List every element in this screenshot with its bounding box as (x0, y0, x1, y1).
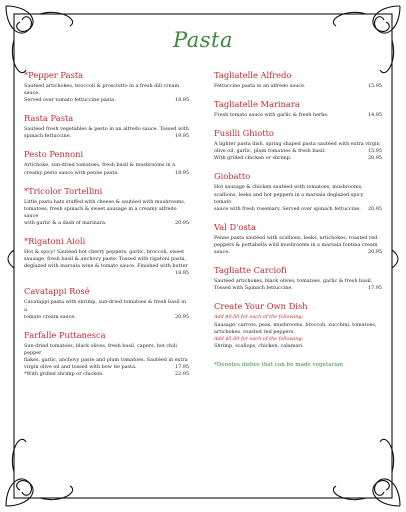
dish-description: Sun-dried tomatoes, black olives, fresh basil, capers, hot chili pepper flakes, garlic, anchovy paste and plum tomatoes. Sautéed in extra virgin olive oil and tossed with bow tie pasta. 17.95 *With grilled shrimp or chicken. 22.95 (24, 342, 189, 378)
dish-price: 18.95 (174, 97, 189, 104)
dish-name: Giobatto (214, 171, 251, 182)
menu-item (24, 286, 189, 320)
dish-price: 20.95 (367, 249, 382, 256)
menu-item (24, 236, 189, 277)
dish-price: 15.95 (367, 148, 382, 155)
dish-description: Sautéed fresh vegetables & pesto in an alfredo sauce. Tossed with spinach fettuccine. 19.95 (24, 126, 189, 140)
menu-item (24, 186, 189, 227)
menu-item (24, 330, 189, 378)
menu-item (214, 99, 382, 119)
dish-name: Rasta Pasta (24, 113, 74, 124)
addon-list: Shrimp, scallops, chicken, calamari. (214, 342, 304, 349)
dish-description: Sautéed artichokes, black olives, tomatoes, garlic & fresh basil. Tossed with Spinach fettuccine. 17.95 (214, 278, 382, 292)
dish-description: Cavatappi pasta with shrimp, sun-dried tomatoes & fresh basil in a tomato cream sauce. 20.95 (24, 299, 189, 320)
dish-description: Artichoke, sun-dried tomatoes, fresh basil & mushrooms in a creamy pesto sauce with penne pasta. 18.95 (24, 162, 189, 176)
dish-price: 14.95 (367, 112, 382, 119)
dish-name: Pesto Pennoni (24, 149, 84, 160)
create-your-own-section (214, 301, 382, 350)
addon-pricing-note: Add $0.50 for each of the following: (214, 314, 304, 321)
dish-name: Tagliatelle Alfredo (214, 70, 292, 80)
right-column (214, 70, 382, 368)
dish-price: 20.95 (367, 205, 382, 212)
addon-pricing-note: Add $5.00 for each of the following: (214, 335, 304, 342)
dish-name: Fusilli Ghiotto (214, 128, 274, 139)
menu-item (214, 171, 382, 212)
dish-description: Hot sausage & chicken sautéed with tomatoes, mushrooms, scallions, leeks and hot peppers in a marsala deglazed spicy tomato sauce with fresh rosemary. Served over spinach fettuccine. 20.95 (214, 184, 382, 212)
vegetarian-note: *Denotes dishes that can be made vegetarian (214, 362, 343, 368)
page-title: Pasta (173, 28, 233, 52)
dish-description: Penne pasta sautéed with scallions, leeks, artichokes, roasted red peppers & portabella wild mushrooms in a marsala fontina cream sauce. 20.95 (214, 234, 382, 256)
section-heading: Create Your Own Dish (214, 301, 308, 312)
menu-item (214, 128, 382, 162)
dish-addon-price: 22.95 (174, 371, 189, 378)
dish-price: 17.95 (367, 285, 382, 292)
dish-price: 19.95 (174, 133, 189, 140)
menu-item (214, 222, 382, 256)
menu-item (24, 113, 189, 140)
dish-name: Cavatappi Rosé (24, 286, 90, 297)
dish-name: *Pepper Pasta (24, 70, 84, 80)
dish-description: Fresh tomato sauce with garlic & fresh herbs. 14.95 (214, 112, 382, 119)
dish-price: 15.95 (367, 83, 382, 89)
dish-name: *Rigatoni Aioli (24, 236, 86, 247)
menu-item (24, 149, 189, 176)
dish-price: 18.95 (174, 169, 189, 176)
dish-addon-price: 20.95 (367, 155, 382, 162)
menu-item (214, 70, 382, 90)
dish-price: 18.95 (174, 270, 189, 277)
dish-addon: *With grilled shrimp or chicken. (24, 371, 104, 378)
dish-description: Sautéed artichokes, broccoli & prosciutto in a fresh dill cream sauce. Served over tomato fettuccine pasta. 18.95 (24, 83, 189, 104)
dish-price: 17.95 (174, 363, 189, 370)
dish-name: Tagliatelle Marinara (214, 99, 300, 110)
dish-name: Farfalle Puttanesca (24, 329, 106, 340)
dish-price: 20.95 (174, 219, 189, 226)
dish-description: Fettuccine pasta in an alfredo sauce. 15.95 (214, 83, 382, 89)
dish-description: Hot & spicy! Sautéed hot cherry peppers, garlic, broccoli, sweet sausage, fresh basil & anchovy paste. Tossed with rigatoni pasta, deglazed with marsala wine & tomato sauce. Finished with butter 18.95 (24, 249, 189, 277)
menu-item (24, 70, 189, 104)
dish-addon: With grilled chicken or shrimp. (214, 155, 292, 162)
dish-price: 20.95 (174, 313, 189, 320)
dish-description: Little pasta hats stuffed with cheese & sautéed with mushrooms, tomatoes, fresh spinach & sweet sausage in a creamy alfredo sauce with garlic & a dash of marinara. 20.95 (24, 198, 189, 226)
dish-description: A lighter pasta dish, spring shaped pasta sautéed with extra virgin olive oil, garlic, plum tomatoes & fresh basil. 15.95 With grilled chicken or shrimp. 20.95 (214, 141, 382, 162)
addon-list: Sausage, carrots, peas, mushrooms, broccoli, zucchini, tomatoes, artichokes, roasted red peppers. (214, 321, 377, 335)
menu-item (214, 265, 382, 292)
dish-name: Tagliatte Carciofi (214, 265, 287, 276)
left-column (24, 70, 189, 387)
dish-name: *Tricolor Tortellini (24, 185, 103, 196)
dish-name: Val D'osta (214, 221, 256, 232)
